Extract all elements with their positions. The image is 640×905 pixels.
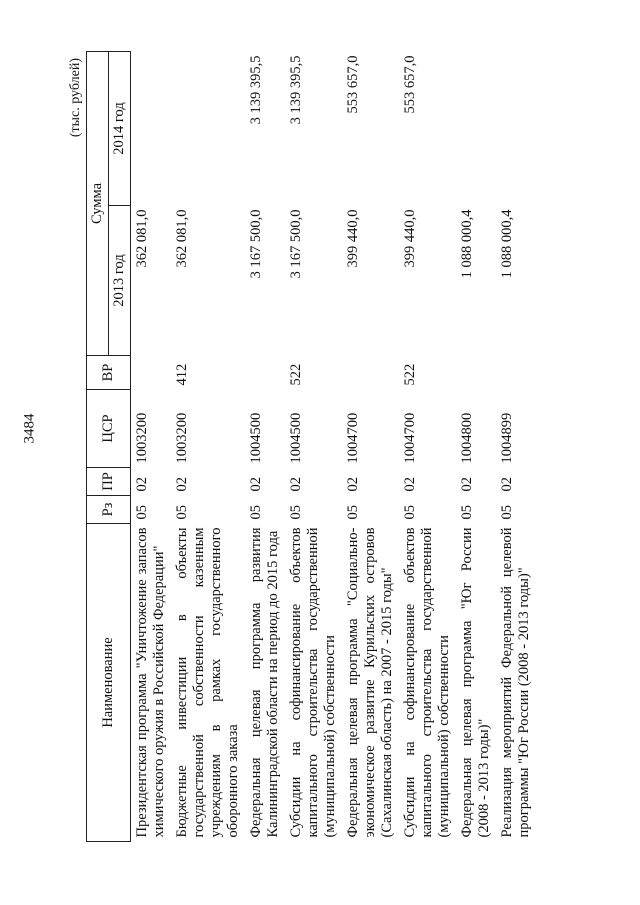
header-name: Наименование [87, 524, 131, 842]
row-pr: 02 [248, 477, 264, 492]
row-pr: 02 [402, 477, 418, 492]
row-rz: 05 [459, 505, 475, 520]
row-pr: 02 [499, 477, 515, 492]
row-sum-2013: 1 088 000,4 [499, 209, 515, 279]
header-year-2013: 2013 год [109, 206, 131, 356]
table-row [245, 52, 285, 842]
table-row [131, 52, 172, 842]
row-sum-2013: 362 081,0 [134, 209, 150, 268]
header-rz: Рз [87, 496, 131, 524]
header-year-2014: 2014 год [109, 52, 131, 206]
row-sum-2013: 1 088 000,4 [459, 209, 475, 279]
row-sum-2013: 3 167 500,0 [288, 209, 304, 279]
header-pr: ПР [87, 468, 131, 496]
row-name: Федеральная целевая программа "Юг России (2008 - 2013 годы)" [459, 527, 492, 838]
page-number: 3484 [21, 413, 38, 444]
row-vr [496, 356, 536, 390]
row-vr [456, 356, 496, 390]
row-rz: 05 [134, 505, 150, 520]
row-rz: 05 [248, 505, 264, 520]
table-row [456, 52, 496, 842]
row-rz: 05 [345, 505, 361, 520]
row-name: Президентская программа "Уничтожение запасов химического оружия в Российской Федерации" [134, 527, 167, 838]
row-sum-2013: 3 167 500,0 [248, 209, 264, 279]
header-row [87, 52, 109, 842]
row-sum-2014: 3 139 395,5 [288, 55, 304, 125]
table-row [496, 52, 536, 842]
row-name: Субсидии на софинансирование объектов капитального строительства государственной (муниципальной) собственности [288, 527, 338, 838]
row-sum-2014 [171, 52, 245, 206]
table-row [285, 52, 342, 842]
row-sum-2014: 553 657,0 [402, 55, 418, 114]
table-row [399, 52, 456, 842]
header-sum: Сумма [87, 52, 109, 356]
row-csr: 1004500 [248, 412, 264, 464]
row-sum-2014: 553 657,0 [345, 55, 361, 114]
row-csr: 1003200 [174, 412, 190, 464]
row-rz: 05 [288, 505, 304, 520]
table-row [171, 52, 245, 842]
row-sum-2014 [456, 52, 496, 206]
row-csr: 1004700 [402, 412, 418, 464]
row-rz: 05 [174, 505, 190, 520]
row-vr: 522 [288, 363, 304, 386]
units-label: (тыс. рублей) [68, 58, 83, 138]
row-pr: 02 [174, 477, 190, 492]
row-csr: 1004800 [459, 412, 475, 464]
row-name: Федеральная целевая программа "Социально-экономическое развитие Курильских островов (Сахалинская область) на 2007 - 2015 годы" [345, 527, 395, 838]
row-sum-2014: 3 139 395,5 [248, 55, 264, 125]
row-name: Бюджетные инвестиции в объекты государственной собственности казенным учреждениям в рамках государственного оборонного заказа [174, 527, 241, 838]
row-vr: 412 [174, 363, 190, 386]
table-row [342, 52, 399, 842]
header-csr: ЦСР [87, 390, 131, 468]
row-csr: 1004500 [288, 412, 304, 464]
row-name: Субсидии на софинансирование объектов капитального строительства государственной (муниципальной) собственности [402, 527, 452, 838]
row-pr: 02 [345, 477, 361, 492]
row-csr: 1004700 [345, 412, 361, 464]
row-vr [245, 356, 285, 390]
row-vr: 522 [402, 363, 418, 386]
row-name: Федеральная целевая программа развития Калининградской области на период до 2015 года [248, 527, 281, 838]
row-csr: 1003200 [134, 412, 150, 464]
row-sum-2013: 362 081,0 [174, 209, 190, 268]
header-vr: ВР [87, 356, 131, 390]
row-sum-2013: 399 440,0 [345, 209, 361, 268]
row-pr: 02 [134, 477, 150, 492]
row-pr: 02 [459, 477, 475, 492]
row-name: Реализация мероприятий Федеральной целевой программы "Юг России (2008 - 2013 годы)" [499, 527, 532, 838]
row-sum-2013: 399 440,0 [402, 209, 418, 268]
row-vr [131, 356, 172, 390]
row-csr: 1004899 [499, 412, 515, 464]
row-rz: 05 [499, 505, 515, 520]
row-vr [342, 356, 399, 390]
rotated-table-page [68, 52, 628, 842]
budget-table [86, 51, 536, 842]
row-pr: 02 [288, 477, 304, 492]
row-rz: 05 [402, 505, 418, 520]
row-sum-2014 [131, 52, 172, 206]
row-sum-2014 [496, 52, 536, 206]
